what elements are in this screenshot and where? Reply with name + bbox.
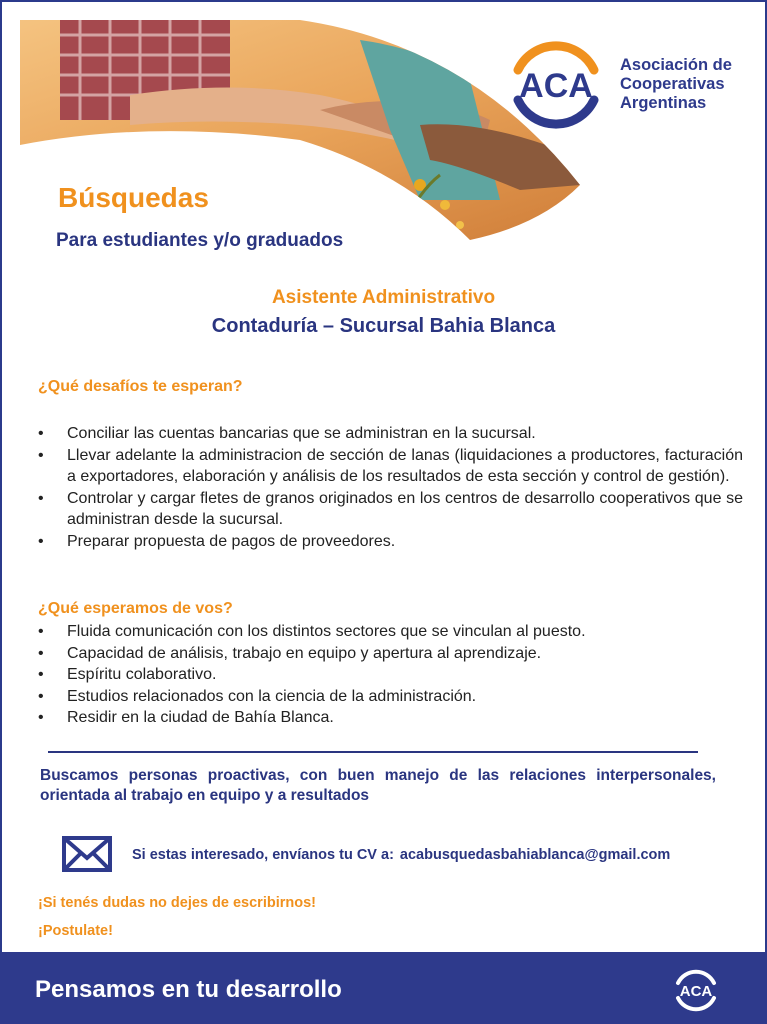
apply-note: ¡Postulate!: [38, 923, 113, 939]
doubts-note: ¡Si tenés dudas no dejes de escribirnos!: [38, 895, 316, 911]
brand-name-line: Asociación de: [620, 56, 732, 74]
list-item: • Preparar propuesta de pagos de proveedores.: [38, 531, 743, 553]
list-item: • Controlar y cargar fletes de granos originados en los centros de desarrollo cooperativos que se administran desde la sucursal.: [38, 488, 743, 531]
footer-logo-text: ACA: [679, 983, 713, 1000]
brand-name-line: Argentinas: [620, 94, 707, 112]
list-item: • Conciliar las cuentas bancarias que se administran en la sucursal.: [38, 423, 743, 445]
challenges-heading: ¿Qué desafíos te esperan?: [38, 378, 243, 395]
aca-logo-icon: [500, 40, 612, 130]
aca-logo-icon: [670, 968, 722, 1012]
divider: [48, 751, 698, 753]
job-department: Contaduría – Sucursal Bahia Blanca: [211, 315, 556, 337]
contact-line: [132, 847, 670, 863]
page-subtitle: Para estudiantes y/o graduados: [56, 230, 344, 251]
list-item: • Espíritu colaborativo.: [38, 664, 743, 686]
list-item: • Capacidad de análisis, trabajo en equipo y apertura al aprendizaje.: [38, 643, 743, 665]
logo-acronym: ACA: [519, 67, 593, 105]
brand-name: [620, 56, 750, 113]
footer-slogan: Pensamos en tu desarrollo: [35, 976, 342, 1003]
requirements-list: [38, 621, 743, 729]
brand-logo: [500, 40, 750, 130]
brand-name-line: Cooperativas: [620, 75, 725, 93]
list-item: • Residir en la ciudad de Bahía Blanca.: [38, 707, 743, 729]
highlight-text: Buscamos personas proactivas, con buen manejo de las relaciones interpersonales, orientada al trabajo en equipo y a resultados: [40, 767, 716, 804]
list-item: • Fluida comunicación con los distintos sectores que se vinculan al puesto.: [38, 621, 743, 643]
footer: [0, 952, 767, 1024]
footer-logo: [670, 968, 722, 1012]
envelope-icon: [62, 836, 112, 872]
page-title: Búsquedas: [58, 182, 209, 213]
contact-text: Si estas interesado, envíanos tu CV a:: [132, 847, 394, 863]
list-item: • Estudios relacionados con la ciencia de la administración.: [38, 686, 743, 708]
job-title: Asistente Administrativo: [271, 287, 496, 308]
challenges-list: [38, 423, 743, 552]
contact-email-link[interactable]: acabusquedasbahiablanca@gmail.com: [399, 847, 671, 863]
requirements-heading: ¿Qué esperamos de vos?: [38, 600, 233, 617]
list-item: • Llevar adelante la administracion de sección de lanas (liquidaciones a productores, facturación a exportadores, elaboración y análisis de los resultados de esta sección y control de gestión).: [38, 445, 743, 488]
